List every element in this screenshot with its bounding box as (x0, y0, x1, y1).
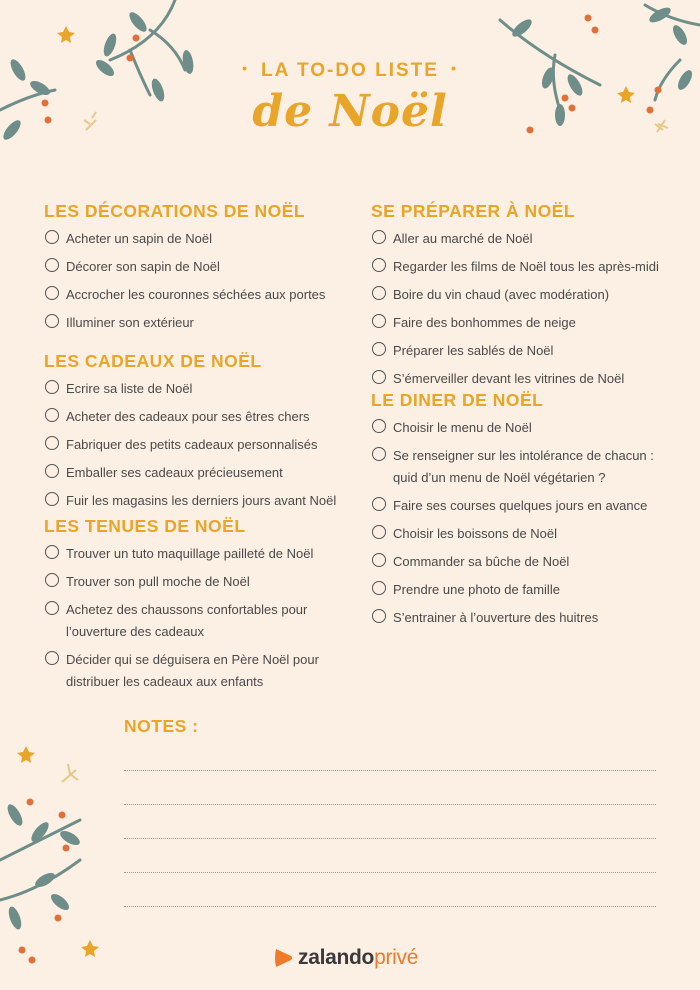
item-label: Décorer son sapin de Noël (66, 259, 220, 274)
item-label: Regarder les films de Noël tous les après-midi (393, 259, 659, 274)
section-tenues (44, 516, 334, 699)
checklist-item[interactable] (371, 523, 663, 545)
checklist-item[interactable] (44, 543, 334, 565)
brand-name (298, 946, 418, 970)
brand-name-part2: privé (374, 946, 419, 969)
notes-line[interactable] (124, 805, 656, 839)
section-cadeaux (44, 351, 344, 518)
kicker-dot-right: • (450, 60, 458, 76)
checklist-item[interactable] (44, 378, 344, 400)
checklist-item[interactable] (371, 312, 671, 334)
item-label: Préparer les sablés de Noël (393, 343, 554, 358)
checkbox-circle[interactable] (372, 342, 386, 356)
checkbox-circle[interactable] (372, 447, 386, 461)
section-title: LES DÉCORATIONS DE NOËL (44, 201, 306, 221)
checkbox-circle[interactable] (45, 286, 59, 300)
item-label: Se renseigner sur les intolérance de chacun : quid d’un menu de Noël végétarien ? (393, 448, 654, 485)
checkbox-circle[interactable] (372, 609, 386, 623)
item-label: Prendre une photo de famille (393, 582, 560, 597)
checkbox-circle[interactable] (372, 553, 386, 567)
item-label: Choisir les boissons de Noël (393, 526, 558, 541)
section-decorations (44, 201, 344, 340)
section-title: LE DINER DE NOËL (371, 390, 544, 410)
item-label: S’entrainer à l’ouverture des huitres (393, 610, 599, 625)
section-title: LES CADEAUX DE NOËL (44, 351, 262, 371)
checklist-item[interactable] (44, 571, 334, 593)
checkbox-circle[interactable] (372, 314, 386, 328)
checklist-item[interactable] (371, 256, 671, 278)
checklist-item[interactable] (44, 284, 344, 306)
checklist-item[interactable] (44, 434, 344, 456)
checklist-item[interactable] (371, 607, 663, 629)
checklist-item[interactable] (371, 445, 663, 489)
item-label: Ecrire sa liste de Noël (66, 381, 193, 396)
checkbox-circle[interactable] (45, 380, 59, 394)
checkbox-circle[interactable] (45, 651, 59, 665)
checklist-item[interactable] (44, 256, 344, 278)
item-label: Trouver son pull moche de Noël (66, 574, 250, 589)
brand-name-part1: zalando (298, 946, 375, 969)
item-label: Commander sa bûche de Noël (393, 554, 570, 569)
item-label: Acheter un sapin de Noël (66, 231, 212, 246)
item-label: Fuir les magasins les derniers jours avant Noël (66, 493, 337, 508)
checklist-item[interactable] (371, 368, 671, 390)
checkbox-circle[interactable] (45, 492, 59, 506)
checklist-item[interactable] (371, 579, 663, 601)
item-label: Fabriquer des petits cadeaux personnalisés (66, 437, 318, 452)
kicker-text: LA TO-DO LISTE (261, 60, 439, 81)
checklist-item[interactable] (44, 406, 344, 428)
checklist-item[interactable] (371, 228, 671, 250)
checklist-item[interactable] (371, 340, 671, 362)
checklist-item[interactable] (371, 284, 671, 306)
notes-title: NOTES : (124, 716, 199, 736)
zalando-flag-icon (272, 947, 294, 969)
header-kicker (0, 60, 700, 82)
checkbox-circle[interactable] (372, 419, 386, 433)
checklist-item[interactable] (44, 599, 334, 643)
item-label: Boire du vin chaud (avec modération) (393, 287, 610, 302)
checkbox-circle[interactable] (45, 258, 59, 272)
notes-section (124, 716, 656, 907)
item-label: Emballer ses cadeaux précieusement (66, 465, 283, 480)
checkbox-circle[interactable] (45, 601, 59, 615)
checkbox-circle[interactable] (372, 581, 386, 595)
notes-line[interactable] (124, 873, 656, 907)
item-label: Accrocher les couronnes séchées aux portes (66, 287, 326, 302)
item-label: Faire des bonhommes de neige (393, 315, 576, 330)
checkbox-circle[interactable] (372, 497, 386, 511)
item-label: Aller au marché de Noël (393, 231, 533, 246)
checklist-item[interactable] (44, 490, 344, 512)
brand-logo (272, 946, 418, 970)
checklist-item[interactable] (44, 312, 344, 334)
checkbox-circle[interactable] (45, 408, 59, 422)
checkbox-circle[interactable] (45, 314, 59, 328)
checkbox-circle[interactable] (45, 464, 59, 478)
notes-line[interactable] (124, 737, 656, 771)
kicker-dot-left: • (242, 60, 250, 76)
item-label: S’émerveiller devant les vitrines de Noël (393, 371, 625, 386)
item-label: Faire ses courses quelques jours en avance (393, 498, 648, 513)
item-label: Illuminer son extérieur (66, 315, 194, 330)
item-label: Achetez des chaussons confortables pour l’ouverture des cadeaux (66, 602, 308, 639)
section-preparer (371, 201, 671, 396)
checklist-item[interactable] (44, 228, 344, 250)
checklist-item[interactable] (371, 417, 663, 439)
checkbox-circle[interactable] (45, 230, 59, 244)
checklist-item[interactable] (371, 551, 663, 573)
page-header (0, 60, 700, 137)
item-label: Choisir le menu de Noël (393, 420, 532, 435)
checklist-item[interactable] (44, 462, 344, 484)
notes-line[interactable] (124, 839, 656, 873)
page-title: de Noël (252, 86, 448, 137)
item-label: Acheter des cadeaux pour ses êtres chers (66, 409, 310, 424)
checkbox-circle[interactable] (45, 436, 59, 450)
branch-decoration-bottom-left (0, 740, 130, 970)
checkbox-circle[interactable] (45, 573, 59, 587)
notes-line[interactable] (124, 771, 656, 805)
item-label: Décider qui se déguisera en Père Noël pour distribuer les cadeaux aux enfants (66, 652, 319, 689)
checkbox-circle[interactable] (45, 545, 59, 559)
checkbox-circle[interactable] (372, 230, 386, 244)
item-label: Trouver un tuto maquillage pailleté de Noël (66, 546, 314, 561)
checkbox-circle[interactable] (372, 370, 386, 384)
section-title: SE PRÉPARER À NOËL (371, 201, 576, 221)
checklist-item[interactable] (371, 495, 663, 517)
checkbox-circle[interactable] (372, 525, 386, 539)
checklist-item[interactable] (44, 649, 334, 693)
section-title: LES TENUES DE NOËL (44, 516, 246, 536)
checkbox-circle[interactable] (372, 286, 386, 300)
section-diner (371, 390, 663, 635)
checkbox-circle[interactable] (372, 258, 386, 272)
